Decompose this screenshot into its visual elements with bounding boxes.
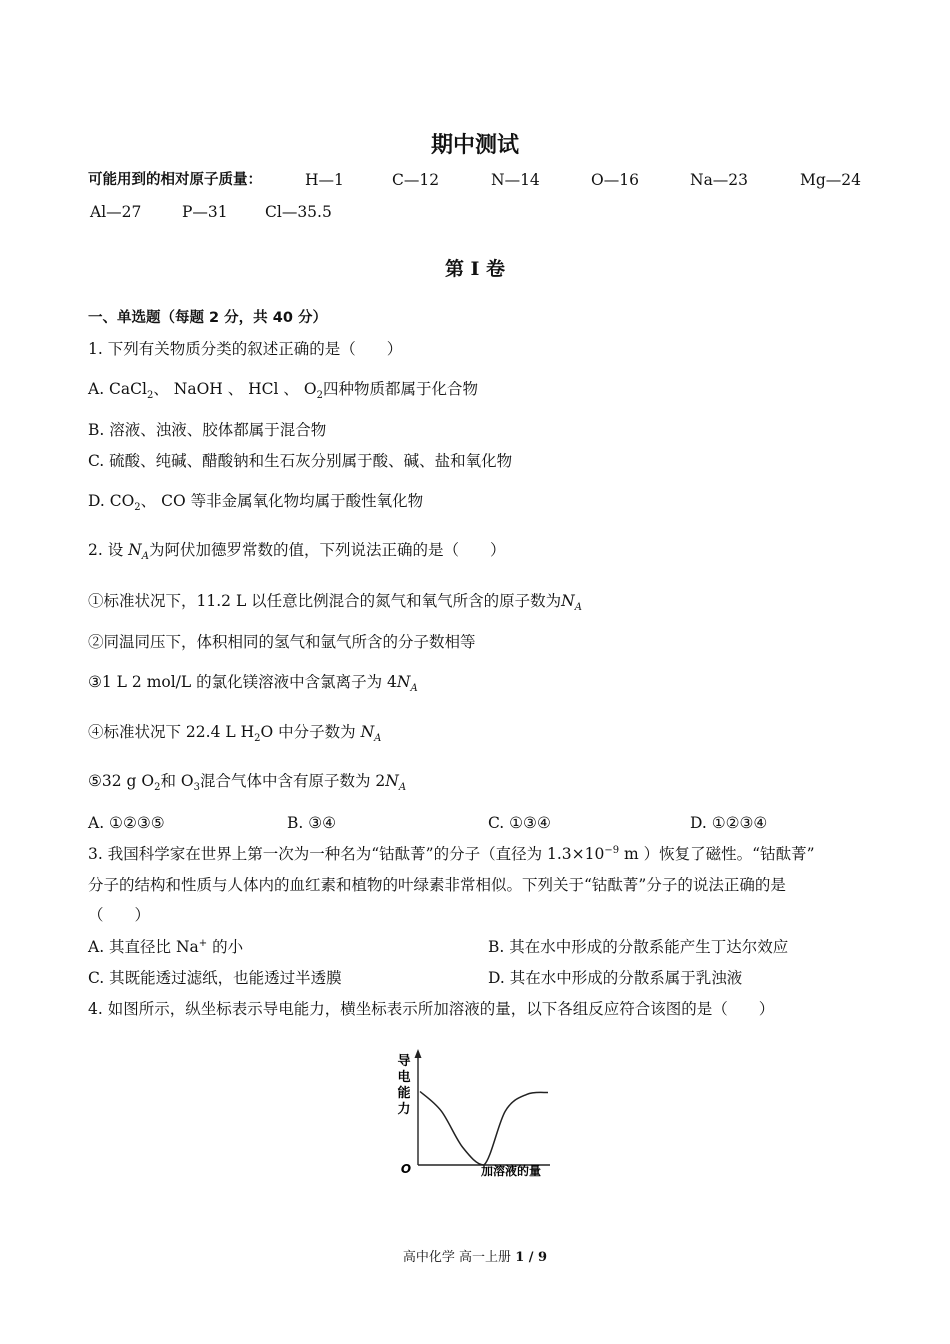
y-axis-label-char: 力 [397, 1102, 411, 1117]
y-axis-label-char: 电 [397, 1070, 411, 1085]
q2-statement-2: ②同温同压下，体积相同的氢气和氩气所含的分子数相等 [88, 633, 476, 651]
mass-item: Cl—35.5 [265, 203, 332, 221]
mass-item: P—31 [182, 203, 228, 221]
x-axis-label: 加溶液的量 [480, 1164, 542, 1178]
volume-heading: 第 I 卷 [444, 258, 506, 280]
q3-stem-line3: （ ） [88, 906, 151, 924]
q1-option-a: A. CaCl$_2$、 NaOH 、 HCl 、 $O_2$四种物质都属于化合物 [88, 380, 478, 402]
q3-stem-line1: 3. 我国科学家在世界上第一次为一种名为“钴酞菁”的分子（直径为 $1.3\times 10^{-9}$ m ）恢复了磁性。“钴酞菁” [88, 844, 815, 863]
q2-stem: 2. 设 $N_A$为阿伏加德罗常数的值，下列说法正确的是（ ） [88, 541, 506, 563]
mass-item: Mg—24 [800, 171, 862, 189]
mass-item: H—1 [305, 171, 344, 189]
q2-statement-5: ⑤32 g $O_2$和 $O_3$混合气体中含有原子数为 $2N_A$ [88, 772, 407, 794]
q1-option-b: B. 溶液、浊液、胶体都属于混合物 [88, 421, 327, 439]
y-axis-arrow [415, 1049, 422, 1058]
q2-statement-3: ③1 L 2 mol/L 的氯化镁溶液中含氯离子为 $4N_A$ [88, 673, 418, 695]
q1-stem: 1. 下列有关物质分类的叙述正确的是（ ） [88, 340, 403, 358]
q2-option-b: B. ③④ [287, 814, 337, 832]
section-heading: 一、单选题（每题 2 分，共 40 分） [88, 310, 327, 326]
mass-item: Na—23 [690, 171, 749, 189]
conductivity-curve [420, 1092, 548, 1166]
mass-item: N—14 [491, 171, 540, 189]
mass-item: O—16 [591, 171, 639, 189]
q1-option-d: D. $CO_2$、 CO 等非金属氧化物均属于酸性氧化物 [88, 492, 424, 514]
q2-option-c: C. ①③④ [488, 814, 551, 832]
footer-text: 高中化学 高一上册 [402, 1250, 516, 1265]
q2-option-a: A. ①②③⑤ [88, 814, 165, 832]
mass-item: Al—27 [90, 203, 142, 221]
q3-option-d: D. 其在水中形成的分散系属于乳浊液 [488, 969, 743, 987]
origin-label: O [400, 1162, 412, 1176]
q4-stem: 4. 如图所示，纵坐标表示导电能力，横坐标表示所加溶液的量，以下各组反应符合该图的是（ ） [88, 1000, 775, 1018]
y-axis-label [397, 1053, 410, 1117]
q3-stem-line2: 分子的结构和性质与人体内的血红素和植物的叶绿素非常相似。下列关于“钴酞菁”分子的说法正确的是 [88, 876, 786, 894]
q3-option-c: C. 其既能透过滤纸，也能透过半透膜 [88, 969, 342, 987]
y-axis-label-char: 导 [397, 1054, 411, 1069]
q1-option-c: C. 硫酸、纯碱、醋酸钠和生石灰分别属于酸、碱、盐和氧化物 [88, 452, 513, 470]
q3-option-a: A. 其直径比 Na+ 的小 [88, 937, 244, 956]
masses-label: 可能用到的相对原子质量： [88, 172, 262, 188]
page-number: 1 / 9 [515, 1250, 548, 1265]
q2-statement-4: ④标准状况下 22.4 L $H_2O$ 中分子数为 $N_A$ [88, 723, 382, 745]
q2-option-d: D. ①②③④ [690, 814, 768, 832]
y-axis-label-char: 能 [397, 1086, 411, 1101]
conductivity-chart [390, 1045, 565, 1185]
page-footer [0, 1246, 950, 1265]
mass-item: C—12 [392, 171, 440, 189]
q3-option-b: B. 其在水中形成的分散系能产生丁达尔效应 [488, 938, 789, 956]
page-title: 期中测试 [430, 132, 519, 158]
q2-statement-1: ①标准状况下，11.2 L 以任意比例混合的氮气和氧气所含的原子数为$N_A$ [88, 592, 582, 614]
